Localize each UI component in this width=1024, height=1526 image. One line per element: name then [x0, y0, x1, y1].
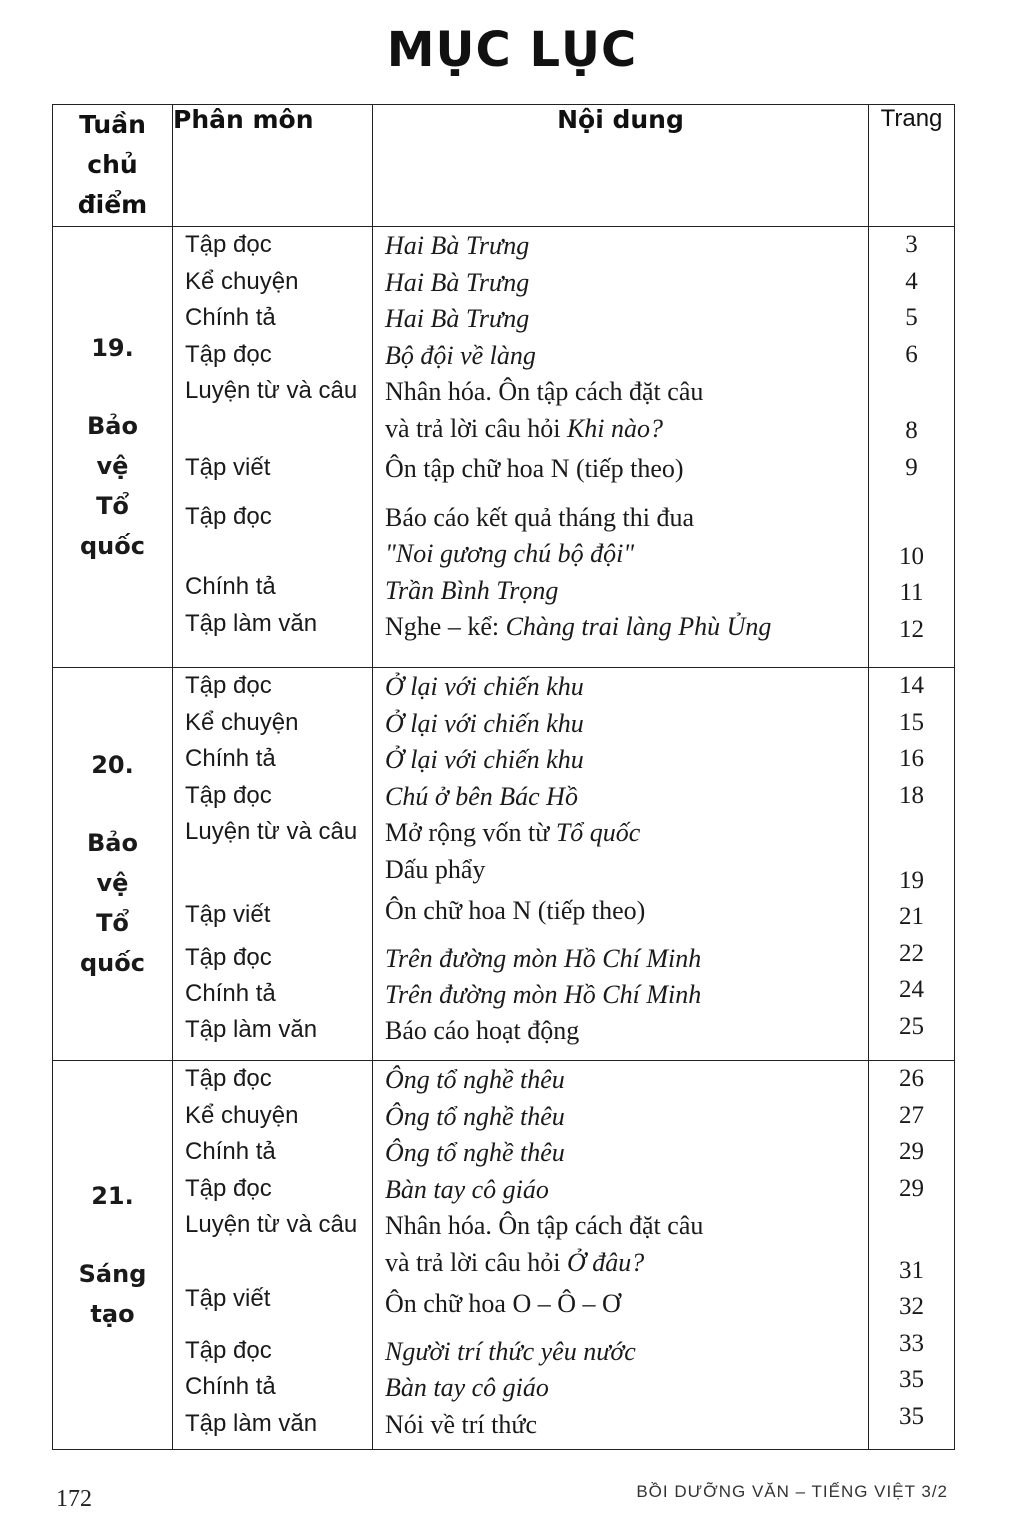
page-number: 9 — [905, 454, 918, 481]
content-line: Nói về trí thức — [385, 1410, 538, 1439]
page-number: 29 — [899, 1175, 924, 1202]
footer-page-number: 172 — [56, 1486, 92, 1512]
subject-item: Chính tả — [185, 980, 276, 1007]
page-number: 3 — [905, 231, 918, 258]
subject-item: Chính tả — [185, 745, 276, 772]
content-line: Ông tổ nghề thêu — [385, 1138, 565, 1167]
subject-item: Tập đọc — [185, 1175, 272, 1202]
subject-item: Tập đọc — [185, 672, 272, 699]
subjects-column — [173, 227, 373, 668]
content-line: Nhân hóa. Ôn tập cách đặt câu — [385, 1211, 704, 1240]
header-content: Nội dung — [373, 105, 869, 227]
page-number: 25 — [899, 1013, 924, 1040]
page-number: 4 — [905, 268, 918, 295]
subject-item: Tập đọc — [185, 503, 272, 530]
page-number: 5 — [905, 304, 918, 331]
page-number: 12 — [899, 616, 924, 643]
page-number: 24 — [899, 976, 924, 1003]
subject-item: Kể chuyện — [185, 709, 299, 736]
content-line: Bàn tay cô giáo — [385, 1373, 549, 1402]
content-line: Trên đường mòn Hồ Chí Minh — [385, 944, 702, 973]
page-title: MỤC LỤC — [386, 22, 638, 78]
page-number: 26 — [899, 1065, 924, 1092]
week-name-line: Bảo — [87, 829, 138, 857]
content-line: Hai Bà Trưng — [385, 304, 530, 333]
table-of-contents — [52, 104, 955, 1450]
content-line: Báo cáo kết quả tháng thi đua — [385, 503, 695, 532]
content-line: Ôn tập chữ hoa N (tiếp theo) — [385, 454, 684, 483]
week-section-20 — [53, 668, 955, 1061]
content-line: Báo cáo hoạt động — [385, 1016, 580, 1045]
content-line: "Noi gương chú bộ đội" — [385, 539, 635, 568]
header-row — [53, 105, 955, 227]
subject-item: Tập làm văn — [185, 1410, 318, 1437]
content-line: Ở lại với chiến khu — [385, 745, 584, 774]
week-number: 19. — [91, 334, 134, 362]
page-number: 21 — [899, 903, 924, 930]
page-number: 6 — [905, 341, 918, 368]
page-column — [869, 1061, 955, 1450]
content-line: Bàn tay cô giáo — [385, 1175, 549, 1204]
footer-book-title: BỒI DƯỠNG VĂN – TIẾNG VIỆT 3/2 — [636, 1482, 948, 1501]
subject-item: Tập đọc — [185, 782, 272, 809]
page-number: 33 — [899, 1330, 924, 1357]
page-number: 14 — [899, 672, 924, 699]
week-label — [53, 668, 173, 1061]
week-label — [53, 227, 173, 668]
page-number: 11 — [899, 579, 924, 606]
page-number: 32 — [899, 1293, 924, 1320]
subject-item: Tập đọc — [185, 1337, 272, 1364]
page-number: 35 — [899, 1366, 924, 1393]
subject-item: Chính tả — [185, 1373, 276, 1400]
content-line: Dấu phẩy — [385, 855, 486, 884]
subject-item: Tập làm văn — [185, 1016, 318, 1043]
page-number: 35 — [899, 1403, 924, 1430]
content-column — [373, 668, 869, 1061]
week-label — [53, 1061, 173, 1450]
week-number: 20. — [91, 751, 134, 779]
week-name-line: tạo — [90, 1300, 135, 1328]
subject-item: Chính tả — [185, 1138, 276, 1165]
week-name-line: quốc — [80, 949, 145, 977]
subject-item: Tập đọc — [185, 341, 272, 368]
subjects-column — [173, 1061, 373, 1450]
content-line: Nghe – kể: Chàng trai làng Phù Ủng — [385, 612, 772, 641]
content-line: Ở lại với chiến khu — [385, 672, 584, 701]
subject-item: Tập đọc — [185, 944, 272, 971]
content-line: Hai Bà Trưng — [385, 231, 530, 260]
content-line: Bộ đội về làng — [385, 341, 536, 370]
content-line: Ông tổ nghề thêu — [385, 1102, 565, 1131]
header-week-line2: chủ — [87, 150, 138, 179]
week-name-line: quốc — [80, 532, 145, 560]
header-week-line1: Tuần — [79, 110, 146, 139]
header-subject: Phân môn — [173, 105, 373, 227]
week-section-21 — [53, 1061, 955, 1450]
week-number: 21. — [91, 1182, 134, 1210]
content-line: Người trí thức yêu nước — [385, 1337, 636, 1366]
content-line: Nhân hóa. Ôn tập cách đặt câu — [385, 377, 704, 406]
page-number: 29 — [899, 1138, 924, 1165]
page-number: 27 — [899, 1102, 924, 1129]
subject-item: Luyện từ và câu — [185, 1211, 358, 1238]
page-column — [869, 227, 955, 668]
subject-item: Tập viết — [185, 1285, 271, 1312]
page-number: 15 — [899, 709, 924, 736]
subject-item: Luyện từ và câu — [185, 377, 358, 404]
page-number: 22 — [899, 940, 924, 967]
content-column — [373, 1061, 869, 1450]
page-number: 10 — [899, 543, 924, 570]
week-name-line: Tổ — [96, 492, 129, 520]
week-section-19 — [53, 227, 955, 668]
content-column — [373, 227, 869, 668]
subjects-column — [173, 668, 373, 1061]
week-name-line: Bảo — [87, 412, 138, 440]
page-number: 31 — [899, 1257, 924, 1284]
page-number: 16 — [899, 745, 924, 772]
content-line: Ông tổ nghề thêu — [385, 1065, 565, 1094]
week-name-line: Tổ — [96, 909, 129, 937]
content-line: Mở rộng vốn từ Tổ quốc — [385, 818, 641, 847]
content-line: và trả lời câu hỏi Khi nào? — [385, 414, 664, 443]
page-column — [869, 668, 955, 1061]
subject-item: Chính tả — [185, 304, 276, 331]
content-line: Hai Bà Trưng — [385, 268, 530, 297]
page-number: 18 — [899, 782, 924, 809]
subject-item: Kể chuyện — [185, 1102, 299, 1129]
week-name-line: vệ — [96, 452, 129, 480]
subject-item: Chính tả — [185, 573, 276, 600]
week-name-line: Sáng — [78, 1260, 147, 1288]
page-number: 8 — [905, 417, 918, 444]
content-line: Trên đường mòn Hồ Chí Minh — [385, 980, 702, 1009]
subject-item: Tập làm văn — [185, 610, 318, 637]
subject-item: Tập đọc — [185, 1065, 272, 1092]
subject-item: Luyện từ và câu — [185, 818, 358, 845]
header-week — [53, 105, 173, 227]
page-number: 19 — [899, 867, 924, 894]
subject-item: Tập đọc — [185, 231, 272, 258]
subject-item: Kể chuyện — [185, 268, 299, 295]
content-line: và trả lời câu hỏi Ở đâu? — [385, 1248, 645, 1277]
week-name-line: vệ — [96, 869, 129, 897]
subject-item: Tập viết — [185, 454, 271, 481]
content-line: Trần Bình Trọng — [385, 576, 559, 605]
content-line: Ôn chữ hoa O – Ô – Ơ — [385, 1289, 621, 1318]
subject-item: Tập viết — [185, 901, 271, 928]
content-line: Ở lại với chiến khu — [385, 709, 584, 738]
content-line: Ôn chữ hoa N (tiếp theo) — [385, 896, 646, 925]
content-line: Chú ở bên Bác Hồ — [385, 782, 578, 811]
header-week-line3: điểm — [77, 190, 148, 219]
header-page: Trang — [869, 105, 955, 227]
